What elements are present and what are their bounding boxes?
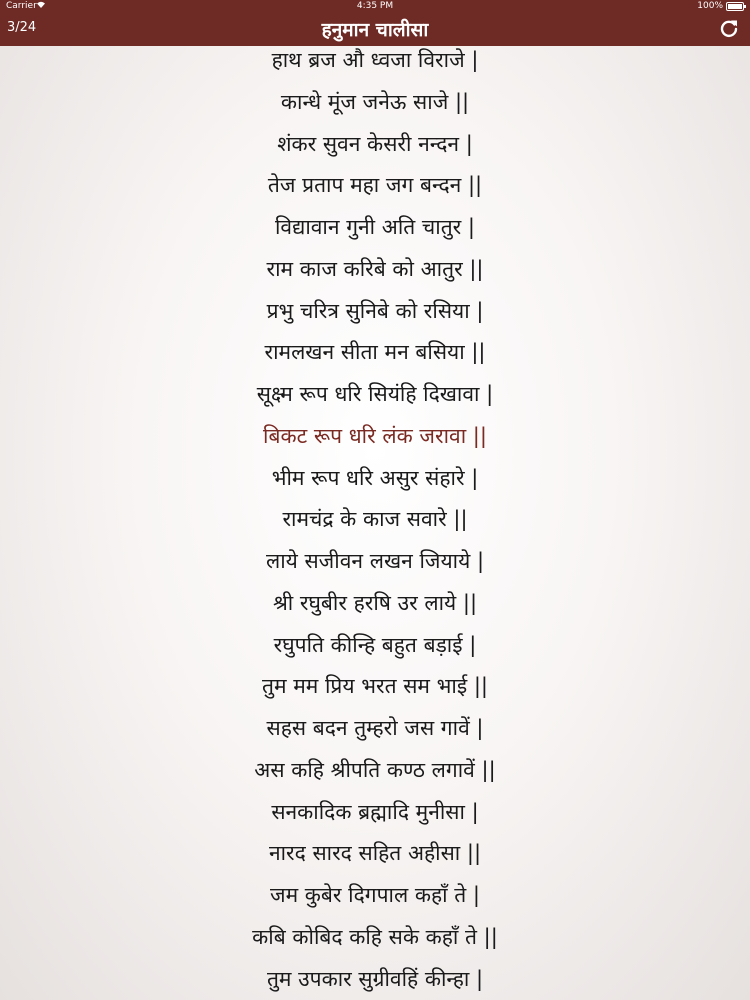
verse-line[interactable]: शंकर सुवन केसरी नन्दन | xyxy=(277,131,473,156)
carrier-label: Carrier xyxy=(6,1,37,11)
verse-line[interactable]: भीम रूप धरि असुर संहारे | xyxy=(271,465,479,490)
verse-line[interactable]: रघुपति कीन्हि बहुत बड़ाई | xyxy=(273,632,477,657)
status-time: 4:35 PM xyxy=(356,1,394,11)
battery-percent: 100% xyxy=(697,1,723,11)
verse-line[interactable]: तुम मम प्रिय भरत सम भाई || xyxy=(261,674,488,699)
verse-line[interactable]: राम काज करिबे को आतुर || xyxy=(266,256,484,281)
verse-line[interactable]: कान्धे मूंज जनेऊ साजे || xyxy=(280,89,470,114)
verse-line[interactable]: लाये सजीवन लखन जियाये | xyxy=(265,549,485,573)
verse-line[interactable]: सनकादिक ब्रह्मादि मुनीसा | xyxy=(271,799,479,824)
verse-line[interactable]: विद्यावान गुनी अति चातुर | xyxy=(274,215,476,239)
verse-line[interactable]: अस कहि श्रीपति कण्ठ लगावें || xyxy=(254,757,496,782)
verse-line[interactable]: रामलखन सीता मन बसिया || xyxy=(264,340,486,365)
verse-line-active[interactable]: बिकट रूप धरि लंक जरावा || xyxy=(263,423,487,448)
battery-icon xyxy=(726,2,744,11)
verse-line[interactable]: तेज प्रताप महा जग बन्दन || xyxy=(267,173,483,198)
page-counter: 3/24 xyxy=(7,20,37,35)
verse-line[interactable]: रामचंद्र के काज सवारे || xyxy=(282,507,468,532)
verse-line[interactable]: जम कुबेर दिगपाल कहाँ ते | xyxy=(269,883,480,907)
verse-line[interactable]: प्रभु चरित्र सुनिबे को रसिया | xyxy=(266,298,484,323)
navigation-bar xyxy=(0,14,750,46)
header-bar xyxy=(0,0,750,46)
verse-line[interactable]: हाथ ब्रज औ ध्वजा विराजे | xyxy=(271,48,479,72)
page-title: हनुमान चालीसा xyxy=(321,19,429,41)
status-bar xyxy=(0,0,750,14)
verse-line[interactable]: तुम उपकार सुग्रीवहिं कीन्हा | xyxy=(266,966,484,991)
refresh-icon[interactable] xyxy=(718,17,740,39)
verse-line[interactable]: कबि कोबिद कहि सके कहाँ ते || xyxy=(252,924,498,949)
verse-line[interactable]: सहस बदन तुम्हरो जस गावें | xyxy=(266,716,484,740)
verse-line[interactable]: नारद सारद सहित अहीसा || xyxy=(268,841,482,866)
verse-line[interactable]: श्री रघुबीर हरषि उर लाये || xyxy=(272,590,478,615)
battery-indicator xyxy=(697,1,744,11)
verse-list[interactable] xyxy=(0,46,750,1000)
verse-line[interactable]: सूक्ष्म रूप धरि सियंहि दिखावा | xyxy=(256,382,494,406)
